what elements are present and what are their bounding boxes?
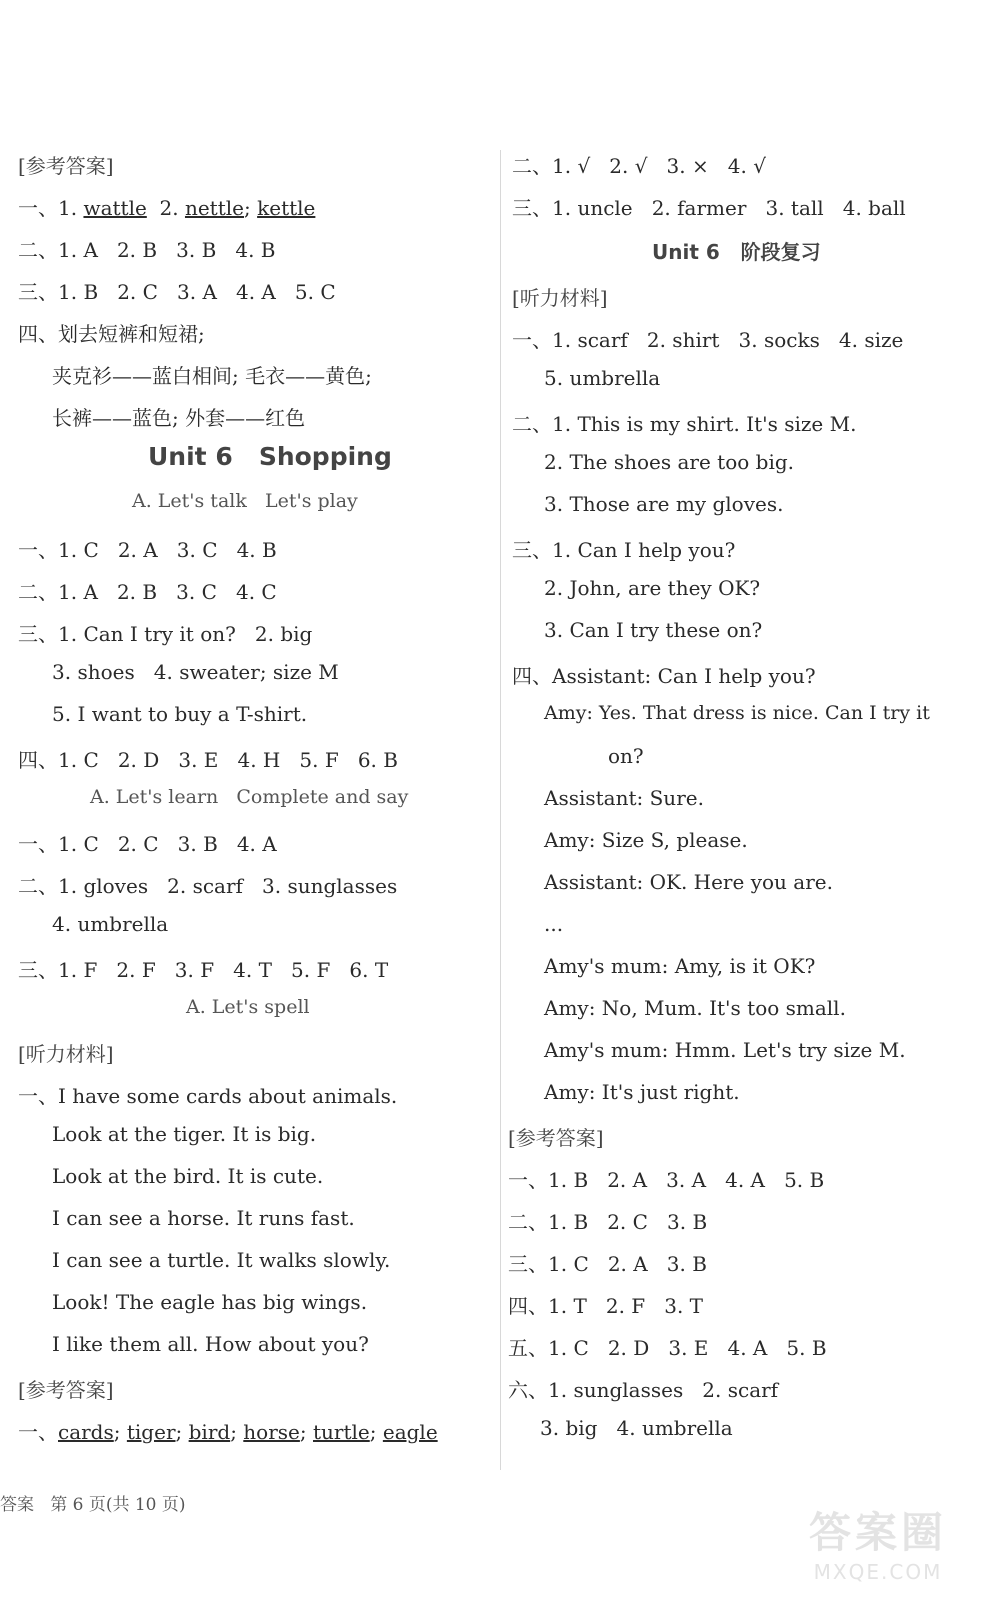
answer-line: 一、cards; tiger; bird; horse; turtle; eagle bbox=[18, 1420, 438, 1444]
text-line: Amy: Yes. That dress is nice. Can I try it bbox=[544, 702, 930, 724]
answer-line: 二、1. √ 2. √ 3. × 4. √ bbox=[512, 154, 766, 178]
answer-line: 四、1. C 2. D 3. E 4. H 5. F 6. B bbox=[18, 748, 398, 772]
text-line: Amy: No, Mum. It's too small. bbox=[544, 996, 846, 1020]
text-line: on? bbox=[608, 744, 644, 768]
unit-heading: Unit 6 阶段复习 bbox=[652, 240, 821, 264]
column-divider bbox=[500, 150, 501, 1470]
answer-line: 一、1. wattle 2. nettle; kettle bbox=[18, 196, 316, 220]
watermark-logo bbox=[778, 1500, 978, 1584]
answer-line: 夹克衫——蓝白相间; 毛衣——黄色; bbox=[52, 364, 372, 388]
text-line: Assistant: OK. Here you are. bbox=[544, 870, 833, 894]
answer-line: 三、1. Can I try it on? 2. big bbox=[18, 622, 313, 646]
listening-material-label: [听力材料] bbox=[18, 1042, 114, 1066]
reference-answer-label: [参考答案] bbox=[18, 1378, 114, 1402]
text-line: Look at the tiger. It is big. bbox=[52, 1122, 317, 1146]
answer-line: 四、划去短裤和短裙; bbox=[18, 322, 205, 346]
text-line: I can see a turtle. It walks slowly. bbox=[52, 1248, 391, 1272]
answer-line: 一、1. scarf 2. shirt 3. socks 4. size bbox=[512, 328, 904, 352]
text-line: 3. Can I try these on? bbox=[544, 618, 763, 642]
text-line: Assistant: Sure. bbox=[544, 786, 704, 810]
answer-line: 二、1. A 2. B 3. C 4. C bbox=[18, 580, 277, 604]
answer-line: 三、1. B 2. C 3. A 4. A 5. C bbox=[18, 280, 336, 304]
section-heading: A. Let's learn Complete and say bbox=[90, 786, 409, 808]
text-line: 2. The shoes are too big. bbox=[544, 450, 795, 474]
answer-line: 一、1. B 2. A 3. A 4. A 5. B bbox=[508, 1168, 825, 1192]
answer-line: 三、1. F 2. F 3. F 4. T 5. F 6. T bbox=[18, 958, 389, 982]
answer-line: 二、1. gloves 2. scarf 3. sunglasses bbox=[18, 874, 398, 898]
answer-line: 5. I want to buy a T-shirt. bbox=[52, 702, 308, 726]
text-line: Amy: It's just right. bbox=[544, 1080, 740, 1104]
text-line: 一、I have some cards about animals. bbox=[18, 1084, 398, 1108]
reference-answer-label: [参考答案] bbox=[18, 154, 114, 178]
watermark-url: MXQE.COM bbox=[813, 1560, 943, 1584]
page-footer: 答案 第 6 页(共 10 页) bbox=[0, 1495, 186, 1515]
answer-line: 二、1. A 2. B 3. B 4. B bbox=[18, 238, 276, 262]
answer-line: 3. shoes 4. sweater; size M bbox=[52, 660, 339, 684]
answer-line: 三、1. C 2. A 3. B bbox=[508, 1252, 707, 1276]
section-heading: A. Let's spell bbox=[186, 996, 310, 1018]
answer-line: 一、1. C 2. C 3. B 4. A bbox=[18, 832, 277, 856]
text-line: I like them all. How about you? bbox=[52, 1332, 369, 1356]
unit-heading: Unit 6 Shopping bbox=[148, 442, 392, 471]
section-heading: A. Let's talk Let's play bbox=[132, 490, 358, 512]
answer-line: 二、1. B 2. C 3. B bbox=[508, 1210, 708, 1234]
answer-line: 四、1. T 2. F 3. T bbox=[508, 1294, 704, 1318]
answer-line: 一、1. C 2. A 3. C 4. B bbox=[18, 538, 277, 562]
text-line: 四、Assistant: Can I help you? bbox=[512, 664, 816, 688]
text-line: 3. Those are my gloves. bbox=[544, 492, 784, 516]
text-line: Look! The eagle has big wings. bbox=[52, 1290, 368, 1314]
text-line: Amy: Size S, please. bbox=[544, 828, 748, 852]
text-line: 2. John, are they OK? bbox=[544, 576, 761, 600]
answer-line: 长裤——蓝色; 外套——红色 bbox=[52, 406, 306, 430]
answer-line: 5. umbrella bbox=[544, 366, 661, 390]
answer-line: 六、1. sunglasses 2. scarf bbox=[508, 1378, 779, 1402]
text-line: ... bbox=[544, 912, 564, 936]
text-line: Amy's mum: Amy, is it OK? bbox=[544, 954, 816, 978]
answer-line: 五、1. C 2. D 3. E 4. A 5. B bbox=[508, 1336, 827, 1360]
text-line: 二、1. This is my shirt. It's size M. bbox=[512, 412, 857, 436]
text-line: I can see a horse. It runs fast. bbox=[52, 1206, 355, 1230]
answer-line: 三、1. uncle 2. farmer 3. tall 4. ball bbox=[512, 196, 906, 220]
listening-material-label: [听力材料] bbox=[512, 286, 608, 310]
text-line: Amy's mum: Hmm. Let's try size M. bbox=[544, 1038, 906, 1062]
answer-line: 3. big 4. umbrella bbox=[540, 1416, 733, 1440]
reference-answer-label: [参考答案] bbox=[508, 1126, 604, 1150]
answer-line: 4. umbrella bbox=[52, 912, 169, 936]
watermark-text: 答案圈 bbox=[808, 1508, 947, 1557]
text-line: Look at the bird. It is cute. bbox=[52, 1164, 324, 1188]
text-line: 三、1. Can I help you? bbox=[512, 538, 736, 562]
